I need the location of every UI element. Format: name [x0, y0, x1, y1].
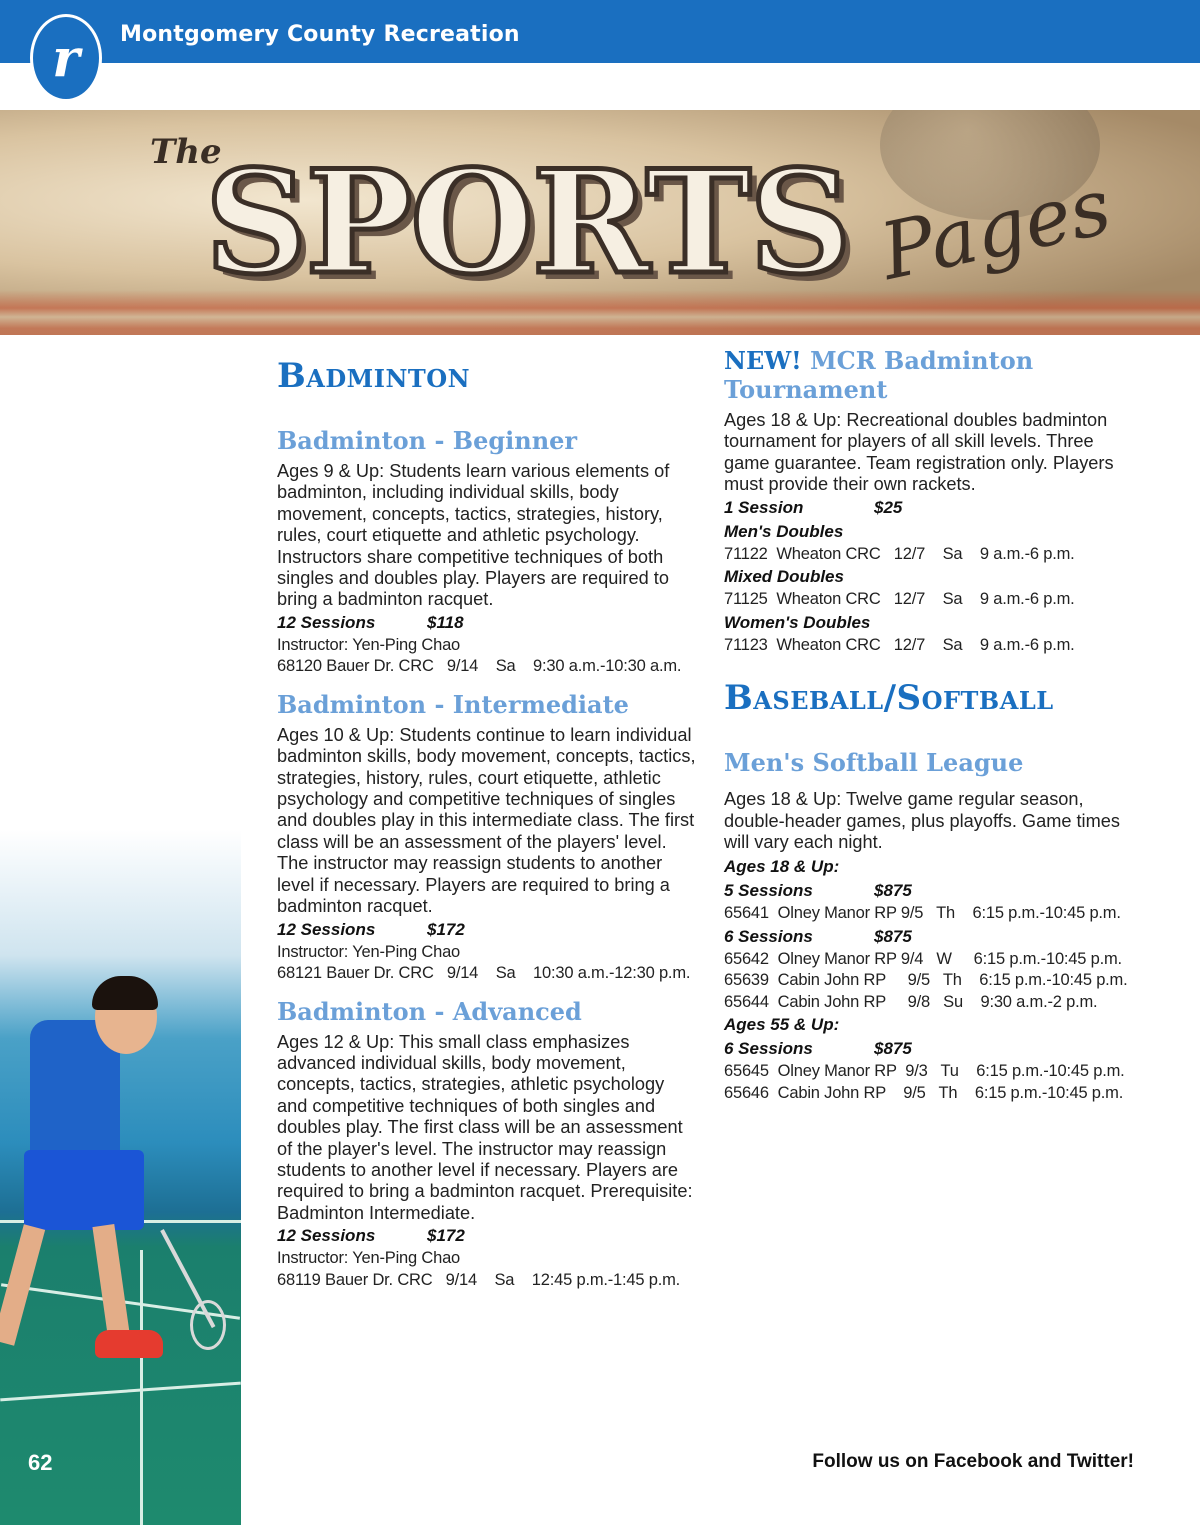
- softball-schedule-65646: 65646 Cabin John RP 9/5 Th 6:15 p.m.-10:45 p.m.: [724, 1083, 1124, 1102]
- tournament-title-text: MCR Badminton Tournament: [724, 346, 1034, 404]
- beginner-sessions-row: [277, 611, 697, 635]
- left-column: [277, 350, 697, 1291]
- banner-sports: SPORTS: [205, 140, 850, 306]
- ages-55-label: Ages 55 & Up:: [724, 1015, 840, 1035]
- right-column: [724, 346, 1144, 1104]
- womens-doubles-schedule: 71123 Wheaton CRC 12/7 Sa 9 a.m.-6 p.m.: [724, 635, 1075, 654]
- header-bar: [0, 0, 1200, 63]
- tournament-price: $25: [874, 497, 903, 517]
- intermediate-instructor: Instructor: Yen-Ping Chao: [277, 942, 461, 961]
- player-leg: [92, 1224, 129, 1336]
- softball-league-title: Men's Softball League: [724, 748, 1024, 778]
- org-name: Montgomery County Recreation: [120, 22, 520, 47]
- tournament-sessions: 1 Session: [724, 497, 804, 517]
- womens-doubles-label: Women's Doubles: [724, 612, 871, 632]
- player-hair: [92, 976, 158, 1010]
- mens-doubles-label: Men's Doubles: [724, 521, 844, 541]
- banner-pages: Pages: [873, 161, 1119, 298]
- advanced-sessions: 12 Sessions: [277, 1226, 376, 1246]
- softball-6-price: $875: [874, 926, 912, 946]
- banner-the: The: [150, 132, 222, 172]
- softball-55-sessions-row: [724, 1037, 1144, 1061]
- recreation-logo-icon: [30, 14, 102, 102]
- advanced-schedule: 68119 Bauer Dr. CRC 9/14 Sa 12:45 p.m.-1:45 p.m.: [277, 1270, 681, 1289]
- beginner-title: Badminton - Beginner: [277, 426, 578, 455]
- softball-55-price: $875: [874, 1039, 912, 1059]
- court-line: [0, 1382, 241, 1402]
- intermediate-title: Badminton - Intermediate: [277, 689, 629, 719]
- ages-18-label: Ages 18 & Up:: [724, 857, 840, 877]
- beginner-schedule: 68120 Bauer Dr. CRC 9/14 Sa 9:30 a.m.-10:30 a.m.: [277, 657, 682, 676]
- softball-schedule-65639: 65639 Cabin John RP 9/5 Th 6:15 p.m.-10:45 p.m.: [724, 971, 1128, 990]
- beginner-sessions: 12 Sessions: [277, 612, 376, 632]
- tournament-description: Ages 18 & Up: Recreational doubles badminton tournament for players of all skill levels. Three game guarantee. Team registration only. Players must provide their own rackets.: [724, 410, 1114, 495]
- intermediate-schedule: 68121 Bauer Dr. CRC 9/14 Sa 10:30 a.m.-12:30 p.m.: [277, 964, 691, 982]
- badminton-section-title: Badminton: [277, 356, 471, 396]
- logo-glyph: r: [52, 27, 80, 89]
- new-badge: NEW!: [724, 346, 802, 375]
- softball-55-sessions: 6 Sessions: [724, 1039, 813, 1059]
- racquet-icon: [190, 1300, 226, 1350]
- intermediate-sessions-row: [277, 918, 697, 942]
- sports-pages-banner: [0, 110, 1200, 335]
- beginner-instructor: Instructor: Yen-Ping Chao: [277, 635, 461, 654]
- social-follow-text: Follow us on Facebook and Twitter!: [812, 1451, 1134, 1472]
- softball-6-sessions: 6 Sessions: [724, 926, 813, 946]
- player-leg: [0, 1224, 45, 1346]
- player-shorts: [24, 1150, 144, 1230]
- advanced-description: Ages 12 & Up: This small class emphasizes advanced individual skills, body movement, concepts, tactics, strategies, athletic psychology and competitive techniques of both singles and doubles play. The first class will be an assessment of the player's level. The instructor may reassign students to another level if necessary. Players are required to bring a badminton racquet. Prerequisite: Badminton Intermediate.: [277, 1031, 693, 1223]
- softball-5-sessions-row: [724, 879, 1144, 903]
- softball-schedule-65641: 65641 Olney Manor RP 9/5 Th 6:15 p.m.-10:45 p.m.: [724, 904, 1121, 923]
- intermediate-description: Ages 10 & Up: Students continue to learn individual badminton skills, body movement, concepts, tactics, strategies, history, rules, court etiquette, athletic psychology and competitive techniques of singles and doubles play in this intermediate class. The first class will be an assessment of the players' level. The instructor may reassign students to another level if necessary. Players are required to bring a badminton racquet.: [277, 724, 696, 917]
- baseball-section-title: Baseball/Softball: [724, 678, 1054, 719]
- intermediate-sessions: 12 Sessions: [277, 919, 376, 939]
- beginner-price: $118: [427, 612, 464, 632]
- advanced-title: Badminton - Advanced: [277, 996, 582, 1026]
- softball-schedule-65645: 65645 Olney Manor RP 9/3 Tu 6:15 p.m.-10:45 p.m.: [724, 1062, 1125, 1081]
- softball-schedule-65642: 65642 Olney Manor RP 9/4 W 6:15 p.m.-10:45 p.m.: [724, 949, 1122, 968]
- mens-doubles-schedule: 71122 Wheaton CRC 12/7 Sa 9 a.m.-6 p.m.: [724, 544, 1075, 563]
- intermediate-price: $172: [427, 919, 465, 939]
- softball-5-sessions: 5 Sessions: [724, 881, 813, 901]
- mixed-doubles-schedule: 71125 Wheaton CRC 12/7 Sa 9 a.m.-6 p.m.: [724, 590, 1075, 609]
- advanced-price: $172: [427, 1226, 465, 1246]
- page-number: 62: [28, 1450, 53, 1475]
- badminton-player-photo: [0, 830, 241, 1525]
- softball-schedule-65644: 65644 Cabin John RP 9/8 Su 9:30 a.m.-2 p.m.: [724, 992, 1098, 1011]
- advanced-sessions-row: [277, 1224, 697, 1248]
- tournament-sessions-row: [724, 496, 1144, 520]
- player-shoe: [95, 1330, 163, 1358]
- beginner-description: Ages 9 & Up: Students learn various elements of badminton, including individual skills, body movement, concepts, tactics, strategies, history, rules, court etiquette and athletic psychology. Instructors share competitive techniques of both singles and doubles play. Players are required to bring a badminton racquet.: [277, 461, 670, 610]
- tournament-title: [724, 346, 1144, 404]
- softball-6-sessions-row: [724, 925, 1144, 949]
- softball-description: Ages 18 & Up: Twelve game regular season, double-header games, plus playoffs. Game times will vary each night.: [724, 789, 1120, 852]
- advanced-instructor: Instructor: Yen-Ping Chao: [277, 1249, 461, 1268]
- softball-5-price: $875: [874, 881, 912, 901]
- court-line: [140, 1250, 143, 1525]
- mixed-doubles-label: Mixed Doubles: [724, 567, 844, 587]
